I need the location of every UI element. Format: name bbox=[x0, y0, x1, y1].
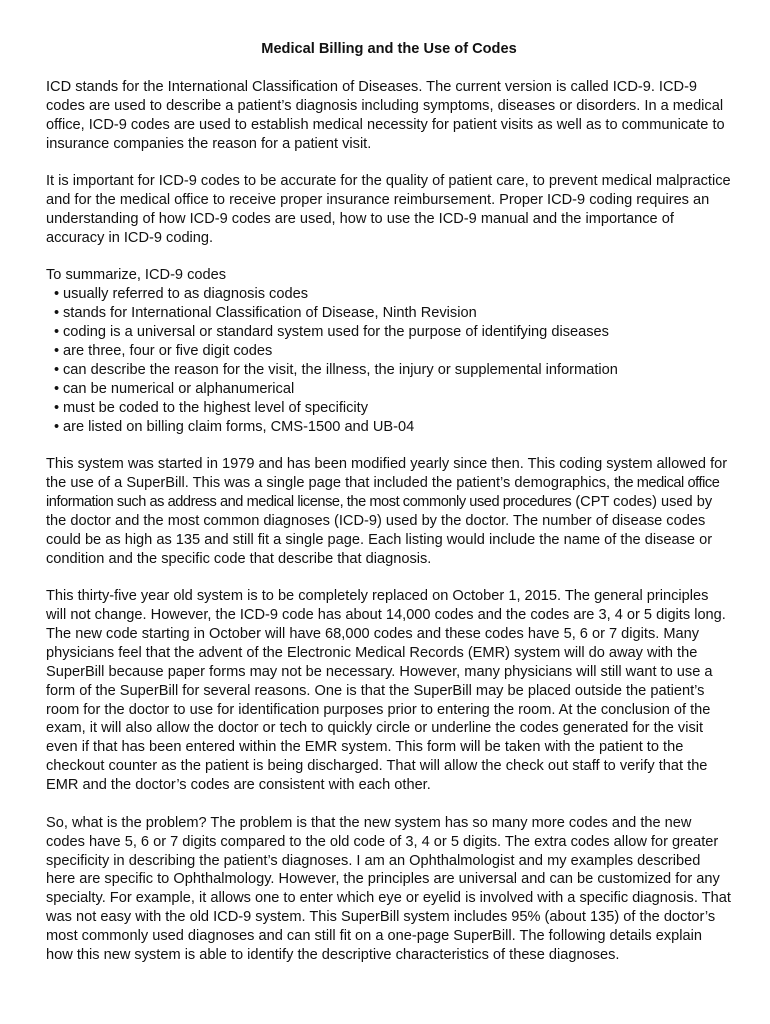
history-text-1: This system was started in 1979 and has been modified yearly since then. This coding system allowed for the use of a SuperBill. This was a single page that included the patient’s demographics, bbox=[46, 456, 728, 491]
list-item bbox=[54, 418, 732, 437]
list-item-text: usually referred to as diagnosis codes bbox=[63, 286, 308, 303]
list-item bbox=[54, 361, 732, 380]
history-text-2: the medical office information such as address and medical license, the most commonly used procedures bbox=[46, 475, 720, 510]
history-text-3: (CPT codes) used by the doctor and the most common diagnoses (ICD-9) used by the doctor. The number of disease codes could be as high as 135 and still fit a single page. Each listing would include the name of the disease or condition and the specific code that describe that diagnosis. bbox=[46, 493, 713, 567]
paragraph-importance: It is important for ICD-9 codes to be accurate for the quality of patient care, to prevent medical malpractice and for the medical office to receive proper insurance reimbursement. Proper ICD-9 coding requires an understanding of how ICD-9 codes are used, how to use the ICD-9 manual and the importance of accuracy in ICD-9 coding. bbox=[46, 173, 731, 246]
bullet-icon: • bbox=[54, 286, 60, 303]
paragraph-problem: So, what is the problem? The problem is that the new system has so many more codes and the new codes have 5, 6 or 7 digits compared to the old code of 3, 4 or 5 digits. The extra codes allow for greater specificity in describing the patient’s diagnoses. I am an Ophthalmologist and my examples described here are specific to Ophthalmology. However, the principles are universal and can be customized for any specialty. For example, it allows one to enter which eye or eyelid is involved with a specific diagnosis. That was not easy with the old ICD-9 system. This SuperBill system includes 95% (about 135) of the doctor’s most commonly used diagnoses and can still fit on a one-page SuperBill. The following details explain how this new system is able to identify the descriptive characteristics of these diagnoses. bbox=[46, 814, 731, 964]
list-item bbox=[54, 380, 732, 399]
summary-lead: To summarize, ICD-9 codes bbox=[46, 267, 227, 284]
list-item-text: must be coded to the highest level of specificity bbox=[63, 399, 369, 416]
paragraph-intro: ICD stands for the International Classification of Diseases. The current version is called ICD-9. ICD-9 codes are used to describe a patient’s diagnosis including symptoms, diseases or disorders. In a medical office, ICD-9 codes are used to establish medical necessity for patient visits as well as to communicate to insurance companies the reason for a patient visit. bbox=[46, 78, 725, 152]
paragraph-replacement: This thirty-five year old system is to be completely replaced on October 1, 2015. The general principles will not change. However, the ICD-9 code has about 14,000 codes and the codes are 3, 4 or 5 digits long. The new code starting in October will have 68,000 codes and these codes have 5, 6 or 7 digits. Many physicians feel that the advent of the Electronic Medical Records (EMR) system will do away with the SuperBill because paper forms may not be necessary. However, many physicians will still want to use a form of the SuperBill for several reasons. One is that the SuperBill may be placed outside the patient’s room for the doctor to use for identification purposes prior to entering the room. At the conclusion of the exam, it will also allow the doctor or tech to quickly circle or underline the codes generated for the visit even if that has been entered within the EMR system. This form will be taken with the patient to the checkout counter as the patient is being discharged. That will allow the check out staff to verify that the EMR and the doctor’s codes are consistent with each other. bbox=[46, 588, 726, 794]
document-title: Medical Billing and the Use of Codes bbox=[261, 41, 517, 57]
list-item bbox=[54, 323, 732, 342]
bullet-icon: • bbox=[54, 361, 60, 378]
list-item-text: are three, four or five digit codes bbox=[63, 342, 273, 359]
list-item bbox=[54, 399, 732, 418]
list-item-text: are listed on billing claim forms, CMS-1500 and UB-04 bbox=[63, 418, 415, 435]
list-item-text: can describe the reason for the visit, the illness, the injury or supplemental information bbox=[63, 361, 618, 378]
list-item bbox=[54, 304, 732, 323]
list-item bbox=[54, 285, 732, 304]
list-item-text: can be numerical or alphanumerical bbox=[63, 380, 295, 397]
bullet-icon: • bbox=[54, 418, 60, 435]
bullet-icon: • bbox=[54, 399, 60, 416]
bullet-icon: • bbox=[54, 342, 60, 359]
bullet-icon: • bbox=[54, 324, 60, 341]
document-page bbox=[46, 40, 732, 984]
list-item-text: stands for International Classification of Disease, Ninth Revision bbox=[63, 305, 477, 322]
summary-list bbox=[46, 285, 732, 436]
list-item-text: coding is a universal or standard system used for the purpose of identifying diseases bbox=[63, 324, 609, 341]
list-item bbox=[54, 342, 732, 361]
bullet-icon: • bbox=[54, 305, 60, 322]
paragraph-history bbox=[46, 455, 732, 568]
bullet-icon: • bbox=[54, 380, 60, 397]
